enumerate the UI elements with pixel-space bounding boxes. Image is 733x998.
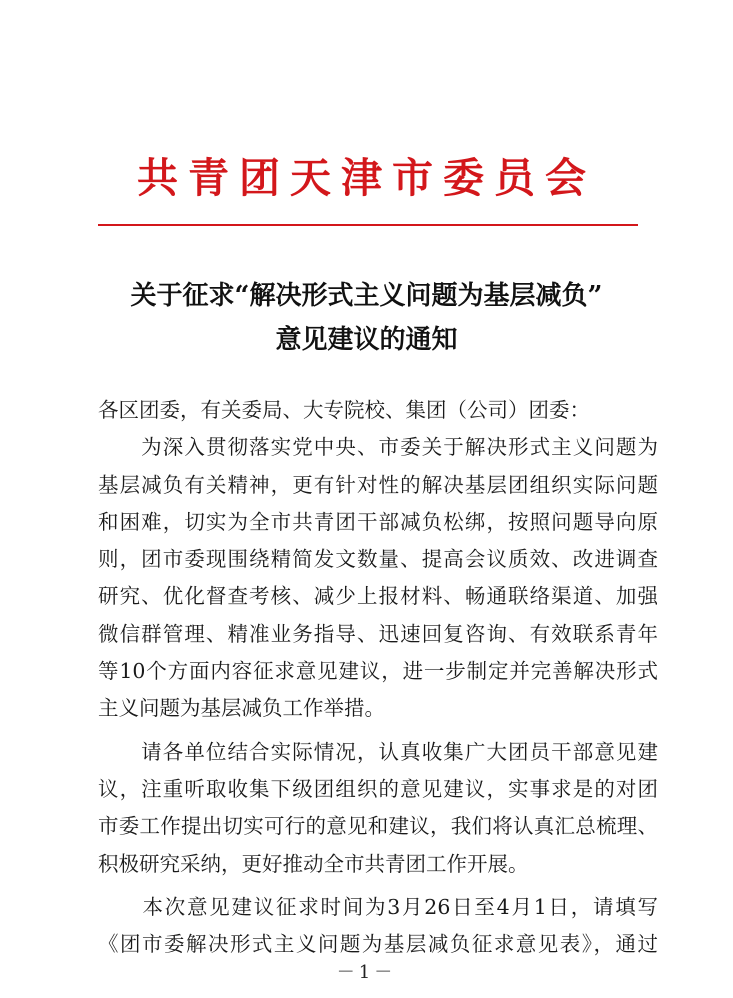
- red-divider-line: [98, 224, 638, 226]
- paragraph-line: 请各单位结合实际情况，认真收集广大团员干部意见建: [98, 739, 658, 764]
- paragraph-line: 积极研究采纳，更好推动全市共青团工作开展。: [98, 851, 529, 876]
- document-body: [98, 392, 658, 963]
- paragraph-3: [98, 889, 658, 964]
- paragraph-line: 市委工作提出切实可行的意见和建议，我们将认真汇总梳理、: [98, 814, 658, 839]
- paragraph-line: 议，注重听取收集下级团组织的意见建议，实事求是的对团: [98, 776, 658, 801]
- salutation: 各区团委，有关委局、大专院校、集团（公司）团委：: [98, 398, 590, 422]
- document-title-line-2: 意见建议的通知: [275, 325, 458, 355]
- paragraph-line: 和困难，切实为全市共青团干部减负松绑，按照问题导向原: [98, 509, 658, 534]
- paragraph-line: 研究、优化督查考核、减少上报材料、畅通联络渠道、加强: [98, 584, 658, 609]
- paragraph-1: [98, 429, 658, 727]
- page-number: －1－: [336, 962, 397, 983]
- document-title: [0, 274, 733, 362]
- paragraph-line: 为深入贯彻落实党中央、市委关于解决形式主义问题为: [98, 435, 658, 460]
- paragraph-line: 《团市委解决形式主义问题为基层减负征求意见表》，通过: [98, 932, 658, 957]
- paragraph-line: 本次意见建议征求时间为3月26日至4月1日，请填写: [98, 894, 658, 919]
- organization-header: 共青团天津市委员会: [137, 154, 596, 202]
- paragraph-line: 微信群管理、精准业务指导、迅速回复咨询、有效联系青年: [98, 621, 658, 646]
- document-title-line-1: 关于征求“解决形式主义问题为基层减负”: [130, 281, 603, 311]
- paragraph-line: 基层减负有关精神，更有针对性的解决基层团组织实际问题: [98, 472, 658, 497]
- paragraph-line: 主义问题为基层减负工作举措。: [98, 696, 385, 721]
- paragraph-2: [98, 734, 658, 883]
- paragraph-line: 则，团市委现围绕精简发文数量、提高会议质效、改进调查: [98, 547, 658, 572]
- paragraph-line: 等10个方面内容征求意见建议，进一步制定并完善解决形式: [98, 659, 658, 684]
